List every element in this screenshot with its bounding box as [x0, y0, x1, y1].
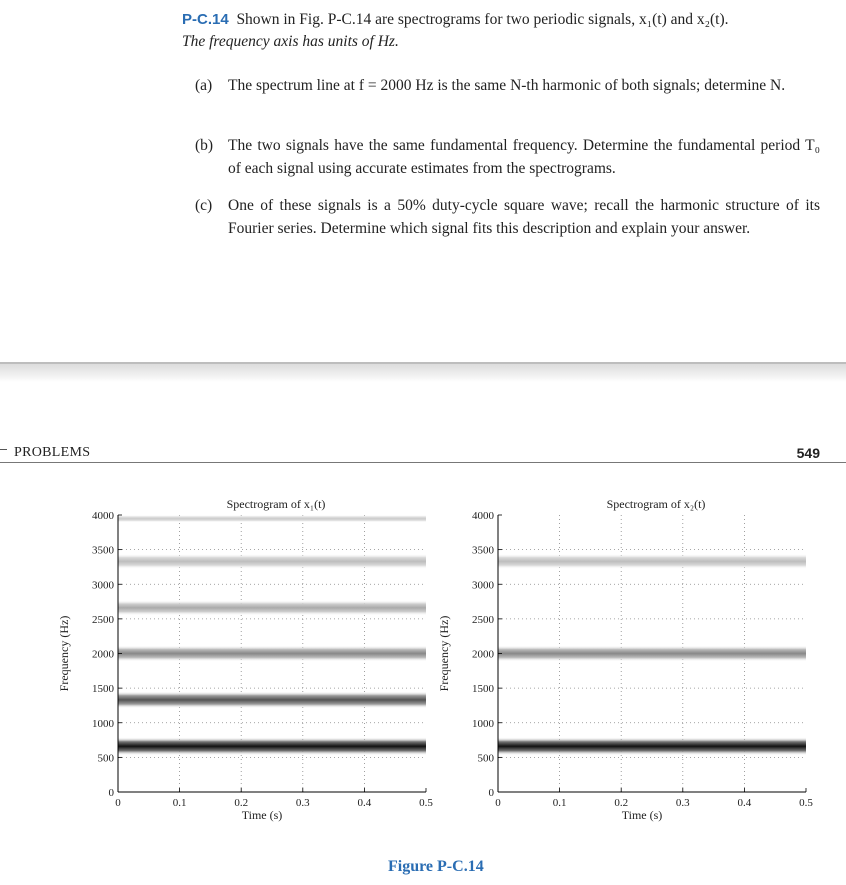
y-tick-label: 3500 — [92, 544, 114, 557]
x-tick-label: 0 — [115, 797, 121, 809]
y-tick-label: 0 — [108, 787, 114, 799]
spectrogram-panel-1 — [118, 515, 426, 792]
y-tick-label: 4000 — [472, 510, 494, 522]
page-separator-shadow — [0, 364, 846, 382]
x-tick-label: 0.3 — [295, 797, 310, 809]
spectral-line — [118, 737, 426, 755]
spectral-line — [118, 691, 426, 708]
part-tag: (a) — [195, 77, 213, 94]
y-tick-label: 0 — [488, 787, 494, 799]
x-tick-label: 0 — [495, 797, 501, 809]
x-axis-label: Time (s) — [241, 808, 283, 822]
y-tick-label: 2500 — [472, 613, 494, 626]
page-number: 549 — [796, 445, 820, 461]
margin-mark — [0, 449, 7, 450]
x-tick-label: 0.4 — [357, 797, 372, 809]
x-tick-label: 0.5 — [419, 797, 433, 809]
y-axis-label: Frequency (Hz) — [57, 615, 71, 692]
part-text: The two signals have the same fundamental frequency. Determine the fundamental period T₀ of each signal using accurate estimates from the spectrograms. — [228, 137, 820, 177]
y-tick-label: 1500 — [472, 683, 494, 696]
problem-text: Shown in Fig. P-C.14 are spectrograms for two periodic signals, x₁(t) and x₂(t). — [236, 11, 729, 28]
y-tick-label: 4000 — [92, 510, 114, 522]
y-tick-label: 2000 — [92, 648, 114, 661]
running-head-rule — [0, 462, 846, 463]
part-tag: (c) — [195, 197, 213, 214]
chart-title: Spectrogram of x₁(t) — [226, 497, 326, 511]
spectral-line — [118, 646, 426, 662]
part-text: One of these signals is a 50% duty-cycle square wave; recall the harmonic structure of its Fourier series. Determine which signal fits this description and explain your answer. — [228, 197, 820, 237]
part-tag: (b) — [195, 137, 214, 154]
x-tick-label: 0.2 — [234, 797, 249, 809]
spectral-line — [118, 554, 426, 569]
spectral-line — [118, 515, 426, 522]
chart-title: Spectrogram of x₂(t) — [606, 497, 706, 511]
y-tick-label: 2500 — [92, 613, 114, 626]
y-tick-label: 1500 — [92, 683, 114, 696]
x-axis-label: Time (s) — [621, 808, 663, 822]
y-tick-label: 1000 — [472, 717, 494, 730]
spectrogram-panel-2 — [498, 515, 806, 792]
y-tick-label: 3000 — [92, 579, 114, 592]
spectral-line — [498, 554, 806, 569]
problem-statement — [182, 9, 822, 53]
x-tick-label: 0.5 — [799, 797, 813, 809]
spectrogram-figure — [0, 480, 846, 850]
figure-caption: Figure P-C.14 — [388, 858, 484, 875]
x-tick-label: 0.1 — [172, 797, 187, 809]
spectral-line — [498, 737, 806, 755]
y-tick-label: 3500 — [472, 544, 494, 557]
running-head — [0, 445, 846, 461]
problem-units-note: The frequency axis has units of Hz. — [182, 33, 399, 50]
y-tick-label: 3000 — [472, 579, 494, 592]
x-tick-label: 0.3 — [675, 797, 690, 809]
y-axis-label: Frequency (Hz) — [437, 615, 451, 692]
x-tick-label: 0.2 — [614, 797, 629, 809]
y-tick-label: 500 — [477, 752, 494, 765]
spectral-line — [118, 600, 426, 615]
x-tick-label: 0.4 — [737, 797, 752, 809]
problem-id: P-C.14 — [182, 11, 229, 28]
y-tick-label: 2000 — [472, 648, 494, 661]
part-text: The spectrum line at f = 2000 Hz is the same N-th harmonic of both signals; determine N. — [228, 77, 786, 94]
y-tick-label: 1000 — [92, 717, 114, 730]
spectral-line — [498, 646, 806, 662]
section-title: PROBLEMS — [14, 445, 91, 460]
y-tick-label: 500 — [97, 752, 114, 765]
x-tick-label: 0.1 — [552, 797, 567, 809]
